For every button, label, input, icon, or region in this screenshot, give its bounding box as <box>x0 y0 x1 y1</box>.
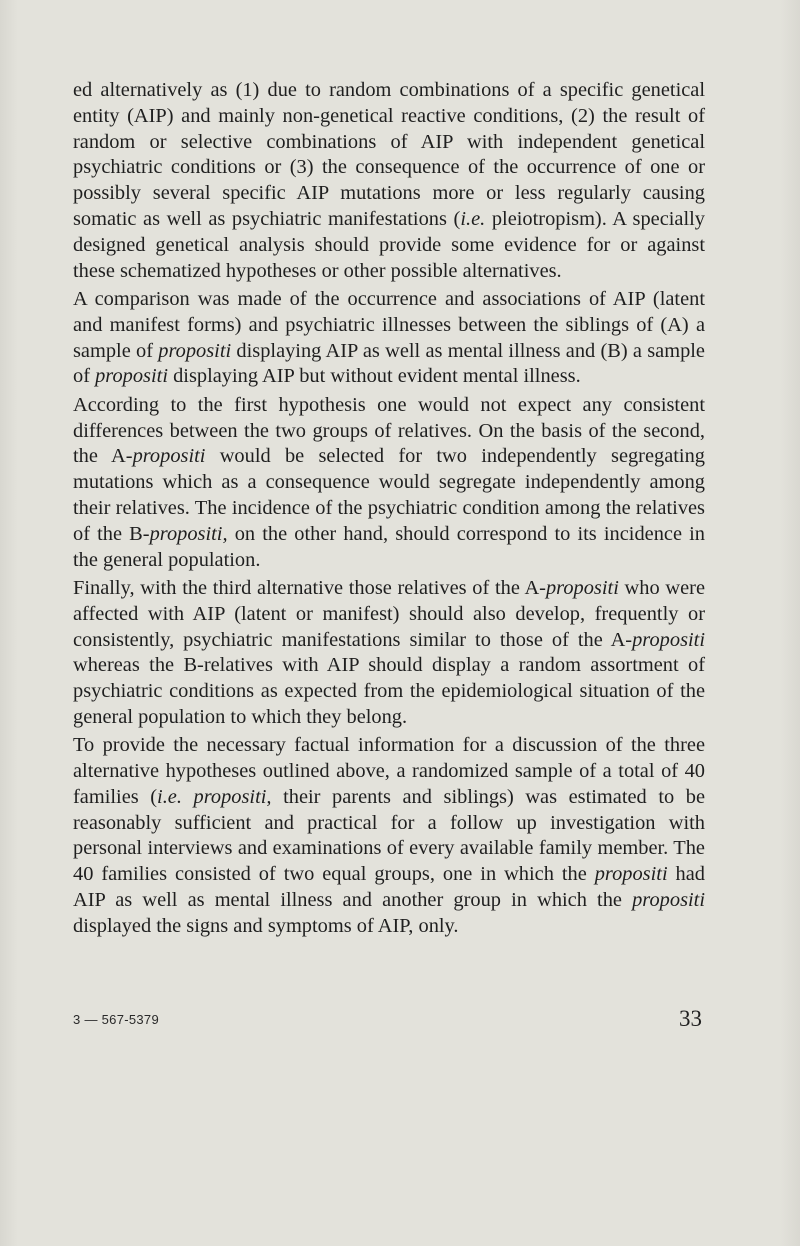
text-run: on the other hand, should correspond to its incidence in the general population. <box>73 522 705 571</box>
italic-text: i.e. <box>460 207 486 230</box>
italic-text: propositi <box>545 576 619 599</box>
italic-text: propositi <box>632 628 705 651</box>
italic-text: propositi <box>632 889 705 912</box>
italic-text: propositi <box>594 863 668 886</box>
italic-text: propositi <box>132 445 206 468</box>
text-run: had AIP as well as mental illness and another group in which the <box>73 863 705 912</box>
text-run: According to the first hypothesis one would not expect any consistent differences between the two groups of relatives. On the basis of the second, the A- <box>73 393 705 468</box>
text-run: pleiotropism). A specially designed genetical analysis should provide some evidence for or against these schematized hypotheses or other possible alternatives. <box>73 207 705 282</box>
paragraph <box>73 393 705 574</box>
paragraph <box>73 287 705 390</box>
italic-text: propositi <box>95 365 168 388</box>
text-run: their parents and siblings) was estimated to be reasonably sufficient and practical for a follow up investigation with personal interviews and examinations of every available family member. The 40 families consisted of two equal groups, one in which the <box>73 785 705 886</box>
text-run: A comparison was made of the occurrence and associations of AIP (latent and manifest forms) and psychiatric illnesses between the siblings of (A) a sample of <box>73 287 705 362</box>
text-run: displaying AIP as well as mental illness and (B) a sample of <box>73 339 705 388</box>
italic-text: propositi, <box>149 522 228 545</box>
text-run: Finally, with the third alternative those relatives of the A- <box>73 576 546 599</box>
body-text <box>73 78 705 942</box>
text-run: displaying AIP but without evident mental illness. <box>167 365 581 388</box>
paragraph <box>73 576 705 731</box>
italic-text: i.e. propositi, <box>157 785 272 808</box>
page-number: 33 <box>679 1006 702 1031</box>
text-run: would be selected for two independently segregating mutations which as a consequence would segregate independently among their relatives. The incidence of the psychiatric condition among the relatives of the B- <box>73 445 705 545</box>
printer-signature-code: 3 — 567-5379 <box>73 1012 159 1027</box>
text-run: who were affected with AIP (latent or manifest) should also develop, frequently or consistently, psychiatric manifestations similar to those of the A- <box>73 576 705 651</box>
text-run: To provide the necessary factual information for a discussion of the three alternative hypotheses outlined above, a randomized sample of a total of 40 families ( <box>73 734 705 808</box>
text-run: displayed the signs and symptoms of AIP, only. <box>73 914 459 937</box>
paragraph <box>73 733 705 939</box>
paragraph <box>73 78 705 284</box>
text-run: whereas the B-relatives with AIP should display a random assortment of psychiatric conditions as expected from the epidemiological situation of the general population to which they belong. <box>73 654 705 728</box>
text-run: ed alternatively as (1) due to random combinations of a specific genetical entity (AIP) and mainly non-genetical reactive conditions, (2) the result of random or selective combinations of AIP with independent genetical psychiatric conditions or (3) the consequence of the occurrence of one or possibly several specific AIP mutations more or less regularly causing somatic as well as psychiatric manifestations ( <box>73 79 705 230</box>
italic-text: propositi <box>158 339 232 362</box>
